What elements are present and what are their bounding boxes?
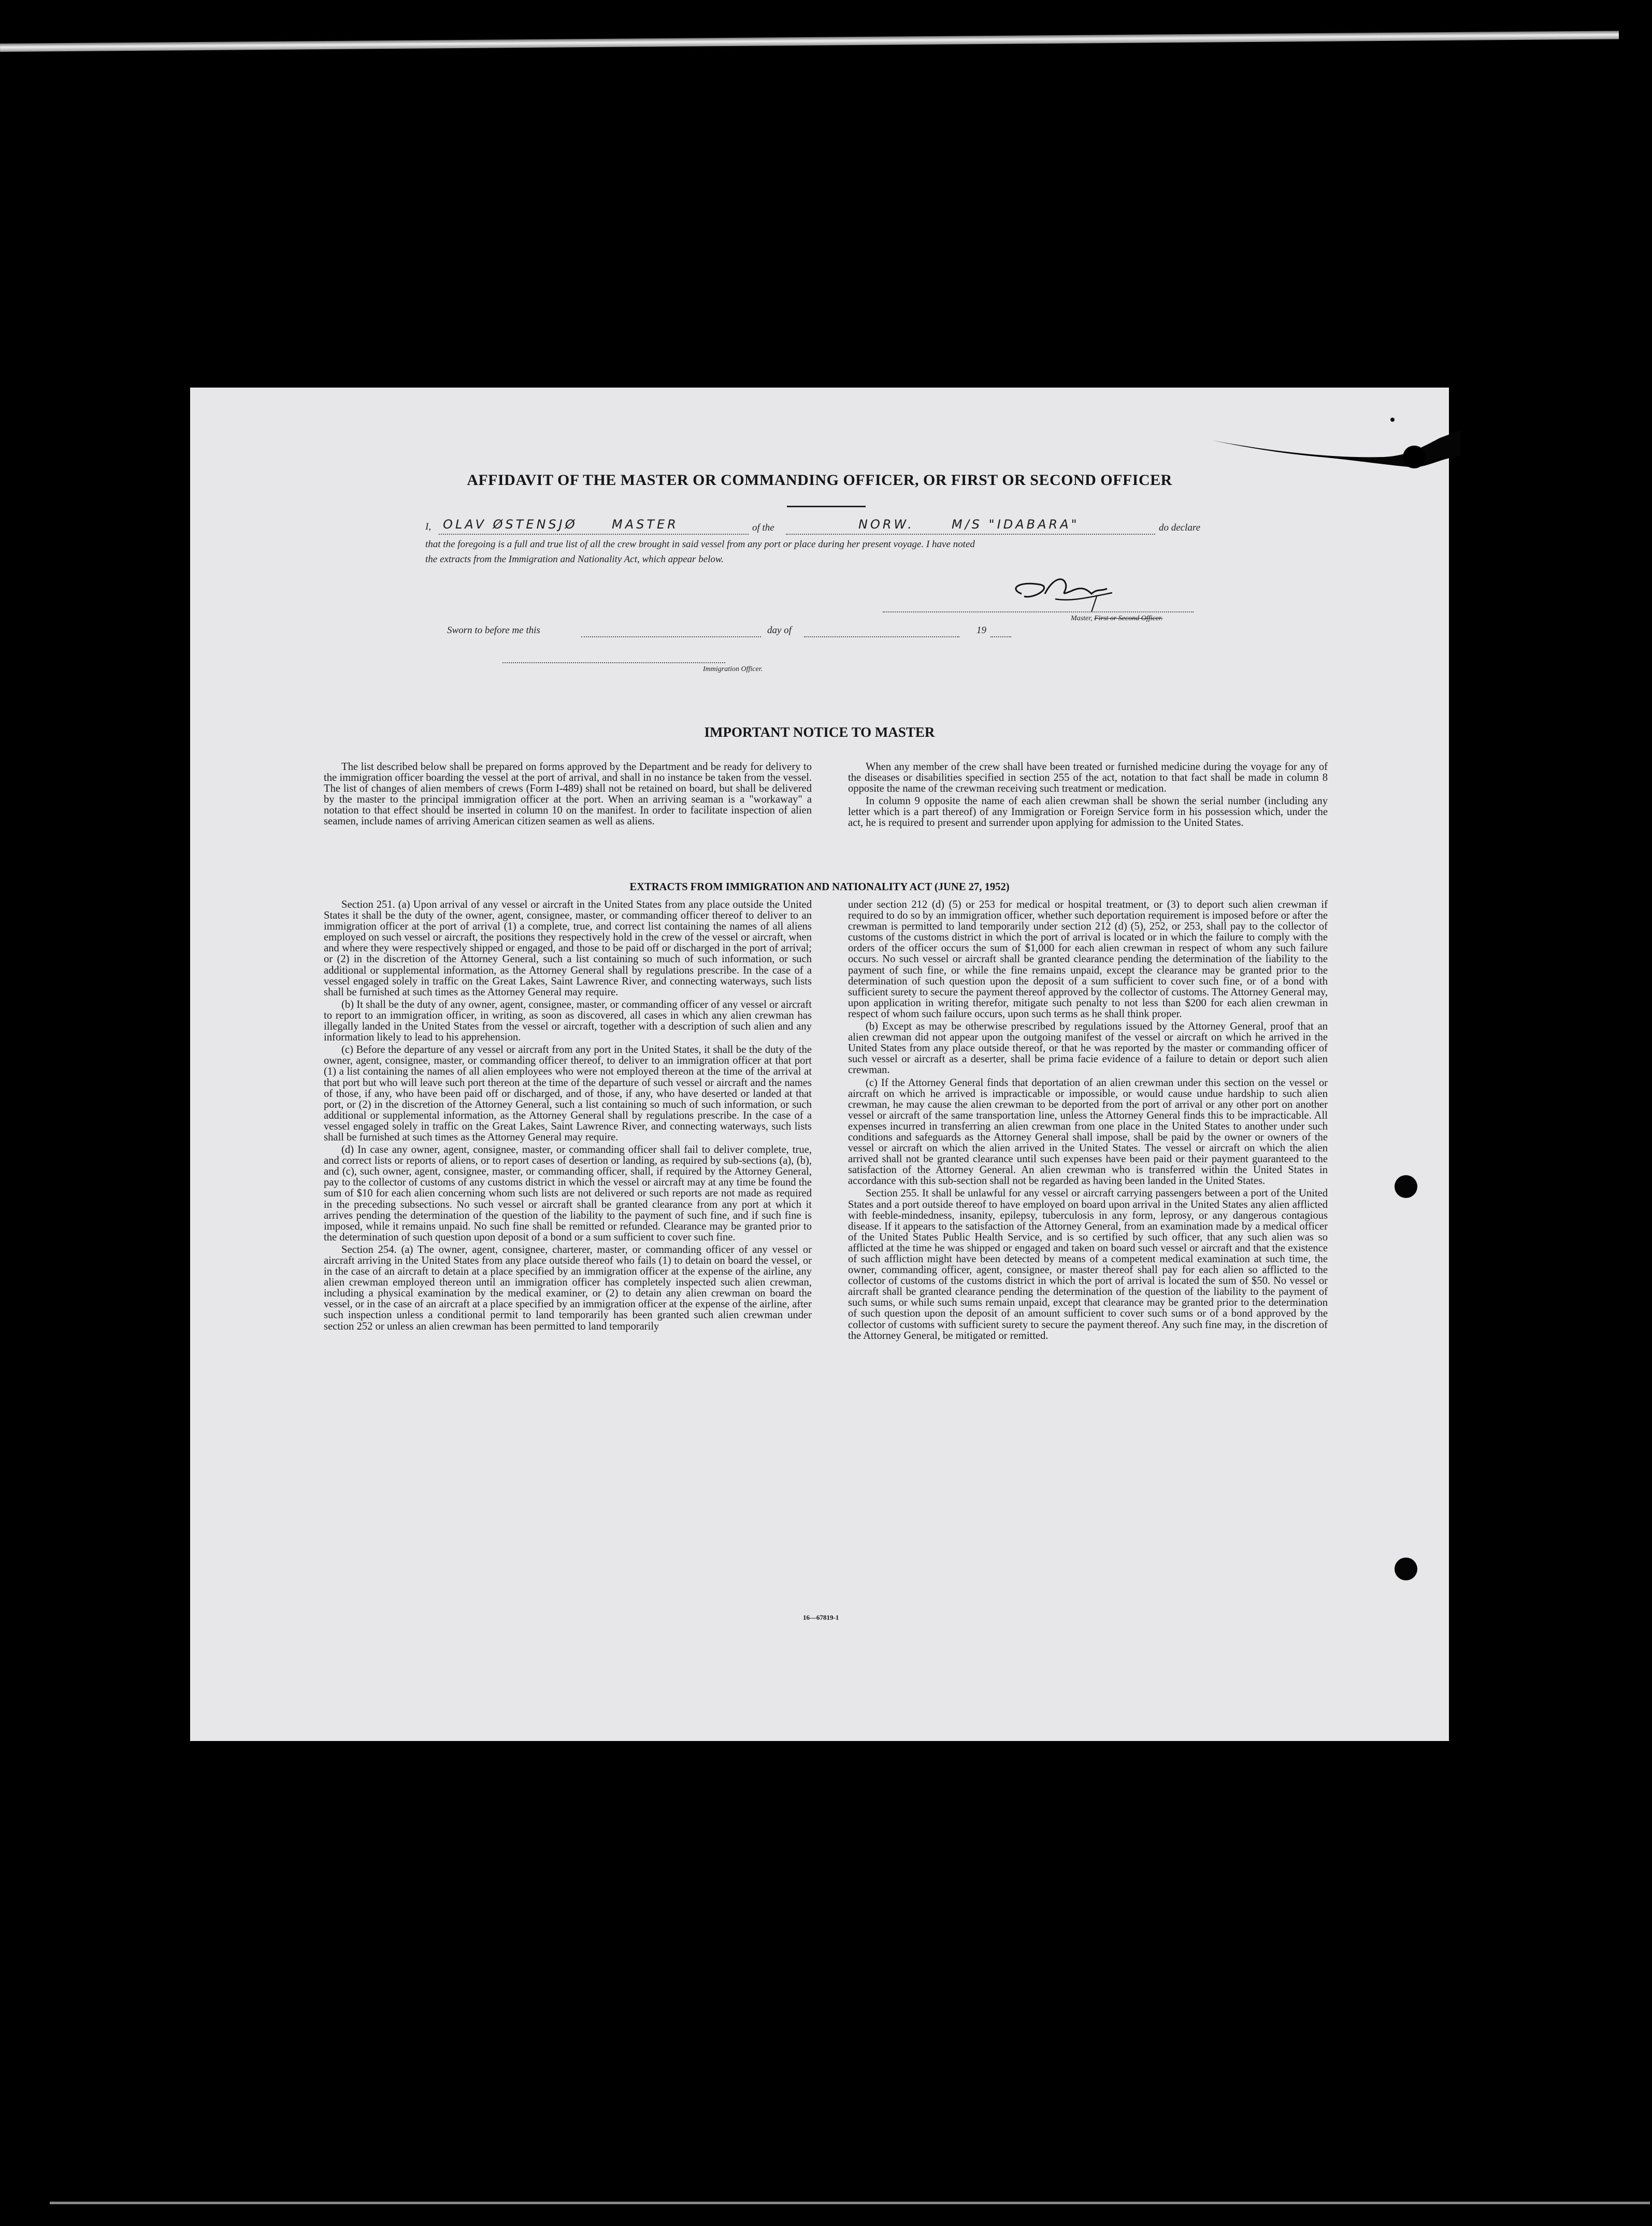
month-line <box>804 636 959 637</box>
declaration-line-1 <box>425 521 431 533</box>
vessel-field-line <box>786 534 1155 535</box>
day-of-text: day of <box>767 625 792 636</box>
extract-paragraph: (b) It shall be the duty of any owner, agent, consignee, master, or commanding officer of any vessel or aircraft to report to an immigration officer, in writing, as soon as discovered, all cases in which any alien crewman has illegally landed in the United States from the vessel or aircraft, together with a description of such alien and any information likely to lead to his apprehension. <box>324 998 812 1044</box>
sworn-date-line <box>581 636 761 637</box>
handwritten-rank: MASTER <box>612 517 679 532</box>
notice-left-column <box>324 762 812 827</box>
affidavit-title: AFFIDAVIT OF THE MASTER OR COMMANDING OFFICER, OR FIRST OR SECOND OFFICER <box>467 472 1172 489</box>
document-page <box>190 388 1449 1741</box>
immigration-officer-line <box>502 662 725 663</box>
notice-paragraph-right-1: When any member of the crew shall have been treated or furnished medicine during the voyage for any of the diseases or disabilities specified in section 255 of the act, notation to that fact shall be made in column 8 opposite the name of the crewman receiving such treatment or medication. <box>848 761 1328 795</box>
print-code: 16—67819-1 <box>803 1614 839 1621</box>
immigration-officer-caption: Immigration Officer. <box>703 665 763 673</box>
sworn-label: Sworn to before me this <box>447 625 540 636</box>
extract-paragraph: (b) Except as may be otherwise prescribed by regulations issued by the Attorney General, proof that an alien crewman did not appear upon the outgoing manifest of the vessel or aircraft on which he arrived in the United States from any place outside thereof, or that he was reported by the master or commanding officer of such vessel or aircraft as a deserter, shall be prima facie evidence of a failure to detain or deport such alien crewman. <box>848 1021 1328 1076</box>
notice-title: IMPORTANT NOTICE TO MASTER <box>704 724 935 740</box>
declaration-prefix: I, <box>425 521 432 532</box>
declaration-line-2: that the foregoing is a full and true list of all the crew brought in said vessel from any port or place during her present voyage. I have noted <box>425 539 975 550</box>
of-the-text: of the <box>752 522 774 533</box>
notice-right-column <box>848 762 1328 829</box>
handwritten-vessel: M/S "IDABARA" <box>952 517 1080 532</box>
caption-master: Master, <box>1071 615 1093 622</box>
extract-paragraph: Section 251. (a) Upon arrival of any vessel or aircraft in the United States from any place outside the United States it shall be the duty of the owner, agent, consignee, master, or commanding officer thereof to deliver to an immigration officer at the port of arrival (1) a complete, true, and correct list containing the names of all aliens employed on such vessel or aircraft, the positions they respectively hold in the crew of the vessel or aircraft, when and where they were respectively shipped or engaged, and those to be paid off or discharged in the port of arrival; or (2) in the discretion of the Attorney General, such a list containing so much of such information, or such additional or supplemental information, as the Attorney General shall by regulations prescribe. In the case of a vessel engaged solely in traffic on the Great Lakes, Saint Lawrence River, and connecting waterways, such lists shall be furnished at such times as the Attorney General may require. <box>324 899 812 998</box>
extract-paragraph: Section 255. It shall be unlawful for any vessel or aircraft carrying passengers between a port of the United States and a port outside thereof to have employed on board upon arrival in the United States any alien afflicted with feeble-mindedness, insanity, epilepsy, tuberculosis in any form, leprosy, or any dangerous contagious disease. If it appears to the satisfaction of the Attorney General, from an examination made by a medical officer of the United States Public Health Service, and is so certified by such officer, that any such alien was so afflicted at the time he was shipped or engaged and taken on board such vessel or aircraft and that the existence of such affliction might have been detected by means of a competent medical examination at such time, the owner, commanding officer, agent, consignee, or master thereof shall pay for each alien so afflicted to the collector of customs of the customs district in which the port of arrival is located the sum of $50. No vessel or aircraft shall be granted clearance pending the determination of the question of the liability to the payment of such sums, or while such sums remain unpaid, except that clearance may be granted prior to the determination of such question upon the deposit of an amount sufficient to cover such sums or of a bond approved by the collector of customs with sufficient surety to secure the payment thereof. Any such fine may, in the discretion of the Attorney General, be mitigated or remitted. <box>848 1188 1328 1342</box>
extracts-right-column <box>848 900 1328 1342</box>
caption-struck-officer: First or Second Officer. <box>1094 615 1163 622</box>
extract-paragraph: (d) In case any owner, agent, consignee, master, or commanding officer shall fail to deliver complete, true, and correct lists or reports of aliens, or to report cases of desertion or landing, as required by sub-sections (a), (b), and (c), such owner, agent, consignee, master, or commanding officer, shall, if required by the Attorney General, pay to the collector of customs of any customs district in which the vessel or aircraft may at any time be found the sum of $10 for each alien concerning whom such lists are not delivered or such reports are not made as required in the preceding subsections. No such vessel or aircraft shall be granted clearance from any port at which it arrives pending the determination of the question of the liability to the payment of such fine, and if such fine is imposed, while it remains unpaid. No such fine shall be remitted or refunded. Clearance may be granted prior to the determination of such question upon deposit of a bond or a sum sufficient to cover such fine. <box>324 1144 812 1243</box>
ink-tear-icon <box>1191 409 1461 472</box>
punch-hole-icon <box>1395 1175 1417 1198</box>
extract-paragraph: (c) If the Attorney General finds that deportation of an alien crewman under this section on the vessel or aircraft on which he arrived is impracticable or impossible, or would cause undue hardship to such alien crewman, he may cause the alien crewman to be deported from the port of arrival or any other port on another vessel or aircraft of the same transportation line, unless the Attorney General finds this to be impracticable. All expenses incurred in transferring an alien crewman from one place in the United States to another under such conditions and safeguards as the Attorney General shall impose, shall be paid by the owner or owners of the vessel or aircraft on which the alien arrived in the United States. The vessel or aircraft on which the alien arrived shall not be granted clearance until such expenses have been paid or their payment guaranteed to the satisfaction of the Attorney General. An alien crewman who is transferred within the United States in accordance with this sub-section shall not be regarded as having been landed in the United States. <box>848 1077 1328 1187</box>
year-line <box>990 636 1011 637</box>
declaration-line-3: the extracts from the Immigration and Nationality Act, which appear below. <box>425 554 724 565</box>
master-signature-icon <box>1003 573 1138 615</box>
handwritten-name: OLAV ØSTENSJØ <box>443 517 578 532</box>
notice-paragraph-left: The list described below shall be prepared on forms approved by the Department and be ready for delivery to the immigration officer boarding the vessel at the port of arrival, and shall in no instance be taken from the vessel. The list of changes of alien members of crews (Form I-489) shall not be retained on board, but shall be delivered by the master to the principal immigration officer at the port. When an arriving seaman is a "workaway" a notation to that effect should be inserted in column 10 on the manifest. In order to facilitate inspection of alien seamen, include names of arriving American citizen seamen as well as aliens. <box>324 761 812 827</box>
do-declare-text: do declare <box>1159 522 1201 533</box>
extract-paragraph: under section 212 (d) (5) or 253 for medical or hospital treatment, or (3) to deport such alien crewman if required to do so by an immigration officer, whether such deportation requirement is imposed before or after the crewman is permitted to land temporarily under section 212 (d) (5), 252, or 253, shall pay to the collector of customs of the customs district in which the port of arrival is located or in which the failure to comply with the orders of the officer occurs the sum of $1,000 for each alien crewman in respect of whom any such failure occurs. No such vessel or aircraft shall be granted clearance pending the determination of the liability to the payment of such fine, or while the fine remains unpaid, except the clearance may be granted prior to the determination of such question upon the deposit of a sum sufficient to cover such fine, or of a bond with sufficient surety to secure the payment thereof approved by the collector of customs. The Attorney General may, upon application in writing therefor, mitigate such penalty to not less than $200 for each alien crewman in respect of whom such failure occurs, upon such terms as he shall think proper. <box>848 899 1328 1020</box>
signature-caption <box>1071 615 1162 623</box>
year-prefix: 19 <box>976 625 986 636</box>
bottom-scan-edge-line <box>50 2202 1650 2204</box>
notice-paragraph-right-2: In column 9 opposite the name of each alien crewman shall be shown the serial number (including any letter which is a part thereof) of any Immigration or Foreign Service form in his possession which, under the act, he is required to present and surrender upon applying for admission to the United States. <box>848 795 1328 829</box>
title-divider <box>787 506 866 507</box>
top-scan-edge-line <box>0 31 1619 52</box>
signature-line <box>883 611 1194 612</box>
handwritten-flag: NORW. <box>858 517 914 532</box>
extracts-title: EXTRACTS FROM IMMIGRATION AND NATIONALITY ACT (JUNE 27, 1952) <box>629 881 1010 893</box>
name-field-line <box>439 534 749 535</box>
extract-paragraph: Section 254. (a) The owner, agent, consignee, charterer, master, or commanding officer of any vessel or aircraft arriving in the United States from any place outside thereof who fails (1) to detain on board the vessel, or in the case of an aircraft to detain at a place specified by an immigration officer at the expense of the airline, any alien crewman employed thereon until an immigration officer has completely inspected such alien crewman, including a physical examination by the medical examiner, or (2) to detain any alien crewman on board the vessel, or in the case of an aircraft at a place specified by an immigration officer at the expense of the airline, after such inspection unless a conditional permit to land temporarily has been granted such alien crewman under section 252 or unless an alien crewman has been permitted to land temporarily <box>324 1244 812 1332</box>
punch-hole-icon <box>1395 1558 1417 1580</box>
extract-paragraph: (c) Before the departure of any vessel or aircraft from any port in the United States, it shall be the duty of the owner, agent, consignee, master, or commanding officer thereof, to deliver to an immigration officer at that port (1) a list containing the names of all alien employees who were not employed thereon at the time of the arrival at that port but who will leave such port thereon at the time of the departure of such vessel or aircraft and the names of those, if any, who have been paid off or discharged, and of those, if any, who have deserted or landed at that port, or (2) in the discretion of the Attorney General, such a list containing so much of such information, or such additional or supplemental information, as the Attorney General shall by regulations prescribe. In the case of a vessel engaged solely in traffic on the Great Lakes, Saint Lawrence River, and connecting waterways, such lists shall be furnished at such times as the Attorney General may require. <box>324 1044 812 1143</box>
extracts-left-column <box>324 900 812 1332</box>
